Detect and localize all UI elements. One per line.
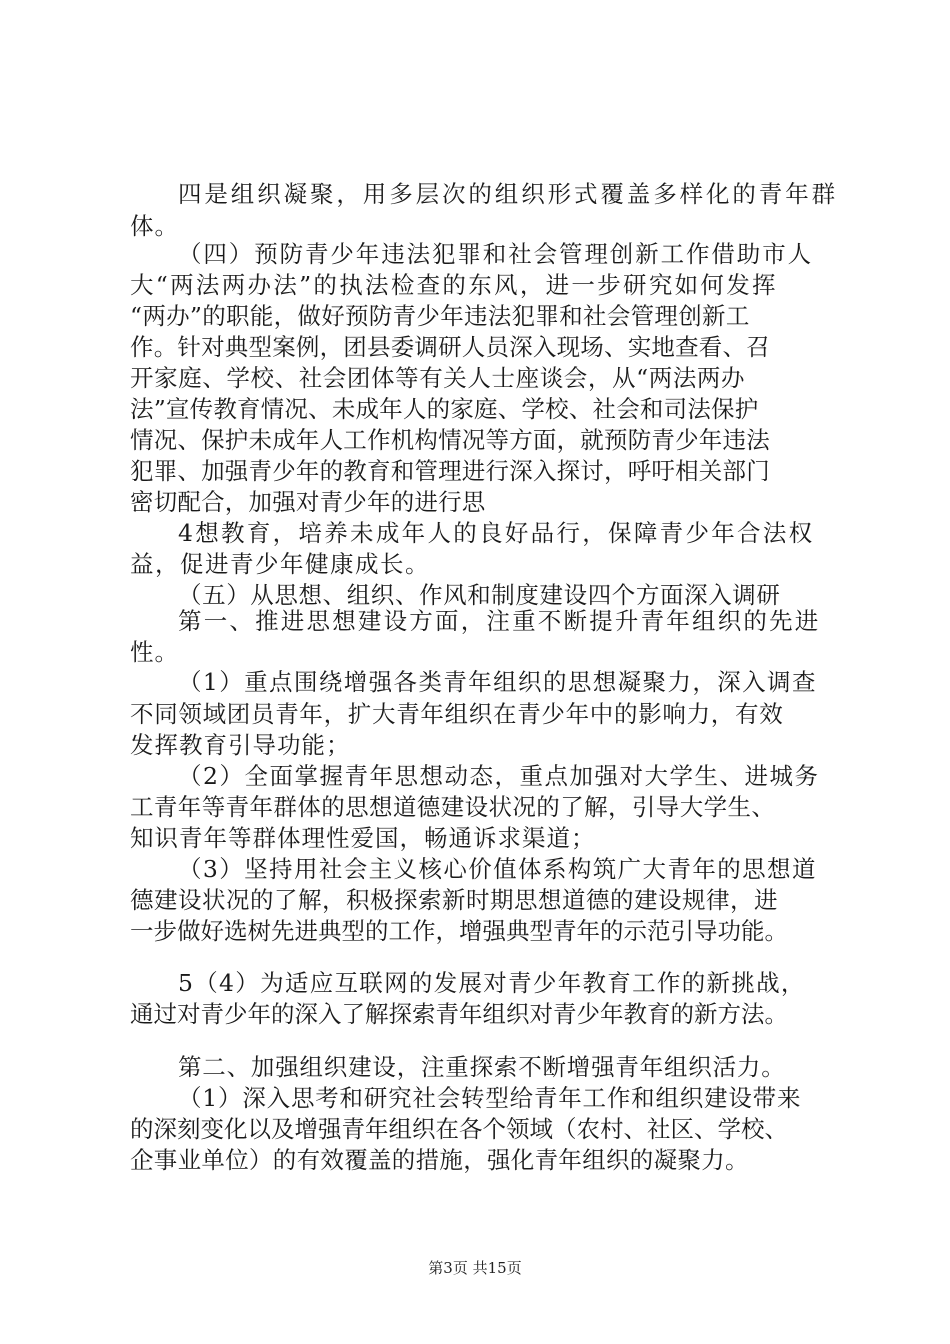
paragraph-line: 密切配合，加强对青少年的进行思 xyxy=(130,488,486,516)
paragraph-line: “两办”的职能，做好预防青少年违法犯罪和社会管理创新工 xyxy=(130,302,750,330)
paragraph-line: （1）重点围绕增强各类青年组织的思想凝聚力，深入调查 xyxy=(178,668,817,696)
paragraph-line: 一步做好选树先进典型的工作，增强典型青年的示范引导功能。 xyxy=(130,917,788,945)
paragraph-line: （2）全面掌握青年思想动态，重点加强对大学生、进城务 xyxy=(178,762,820,790)
paragraph-line: 4想教育，培养未成年人的良好品行，保障青少年合法权 xyxy=(178,519,815,547)
paragraph-line: 作。针对典型案例，团县委调研人员深入现场、实地查看、召 xyxy=(130,333,770,361)
page-number-footer: 第3页 共15页 xyxy=(428,1259,522,1277)
paragraph-line: （五）从思想、组织、作风和制度建设四个方面深入调研 xyxy=(178,581,781,609)
paragraph-line: 情况、保护未成年人工作机构情况等方面，就预防青少年违法 xyxy=(130,426,770,454)
paragraph-line: 大“两法两办法”的执法检查的东风，进一步研究如何发挥 xyxy=(130,271,778,299)
paragraph-line: 法”宣传教育情况、未成年人的家庭、学校、社会和司法保护 xyxy=(130,395,759,423)
paragraph-line: 开家庭、学校、社会团体等有关人士座谈会，从“两法两办 xyxy=(130,364,746,392)
paragraph-line: 第一、推进思想建设方面，注重不断提升青年组织的先进 xyxy=(178,607,821,635)
paragraph-line: （1）深入思考和研究社会转型给青年工作和组织建设带来 xyxy=(178,1084,802,1112)
paragraph-line: 的深刻变化以及增强青年组织在各个领域（农村、社区、学校、 xyxy=(130,1115,788,1143)
paragraph-line: （四）预防青少年违法犯罪和社会管理创新工作借助市人 xyxy=(178,240,813,268)
paragraph-line: 四是组织凝聚，用多层次的组织形式覆盖多样化的青年群 xyxy=(178,180,838,208)
paragraph-line: 性。 xyxy=(130,638,179,666)
paragraph-line: 5（4）为适应互联网的发展对青少年教育工作的新挑战， xyxy=(178,969,806,997)
paragraph-line: 通过对青少年的深入了解探索青年组织对青少年教育的新方法。 xyxy=(130,1000,788,1028)
paragraph-line: 体。 xyxy=(130,212,179,240)
paragraph-line: 犯罪、加强青少年的教育和管理进行深入探讨，呼吁相关部门 xyxy=(130,457,770,485)
paragraph-line: 不同领域团员青年，扩大青年组织在青少年中的影响力，有效 xyxy=(130,700,784,728)
paragraph-line: 工青年等青年群体的思想道德建设状况的了解，引导大学生、 xyxy=(130,793,776,821)
paragraph-line: （3）坚持用社会主义核心价值体系构筑广大青年的思想道 xyxy=(178,855,817,883)
paragraph-line: 发挥教育引导功能； xyxy=(130,731,351,759)
paragraph-line: 第二、加强组织建设，注重探索不断增强青年组织活力。 xyxy=(178,1053,786,1081)
paragraph-line: 知识青年等群体理性爱国，畅通诉求渠道； xyxy=(130,824,596,852)
paragraph-line: 益，促进青少年健康成长。 xyxy=(130,550,430,578)
paragraph-line: 企事业单位）的有效覆盖的措施，强化青年组织的凝聚力。 xyxy=(130,1146,749,1174)
paragraph-line: 德建设状况的了解，积极探索新时期思想道德的建设规律，进 xyxy=(130,886,778,914)
